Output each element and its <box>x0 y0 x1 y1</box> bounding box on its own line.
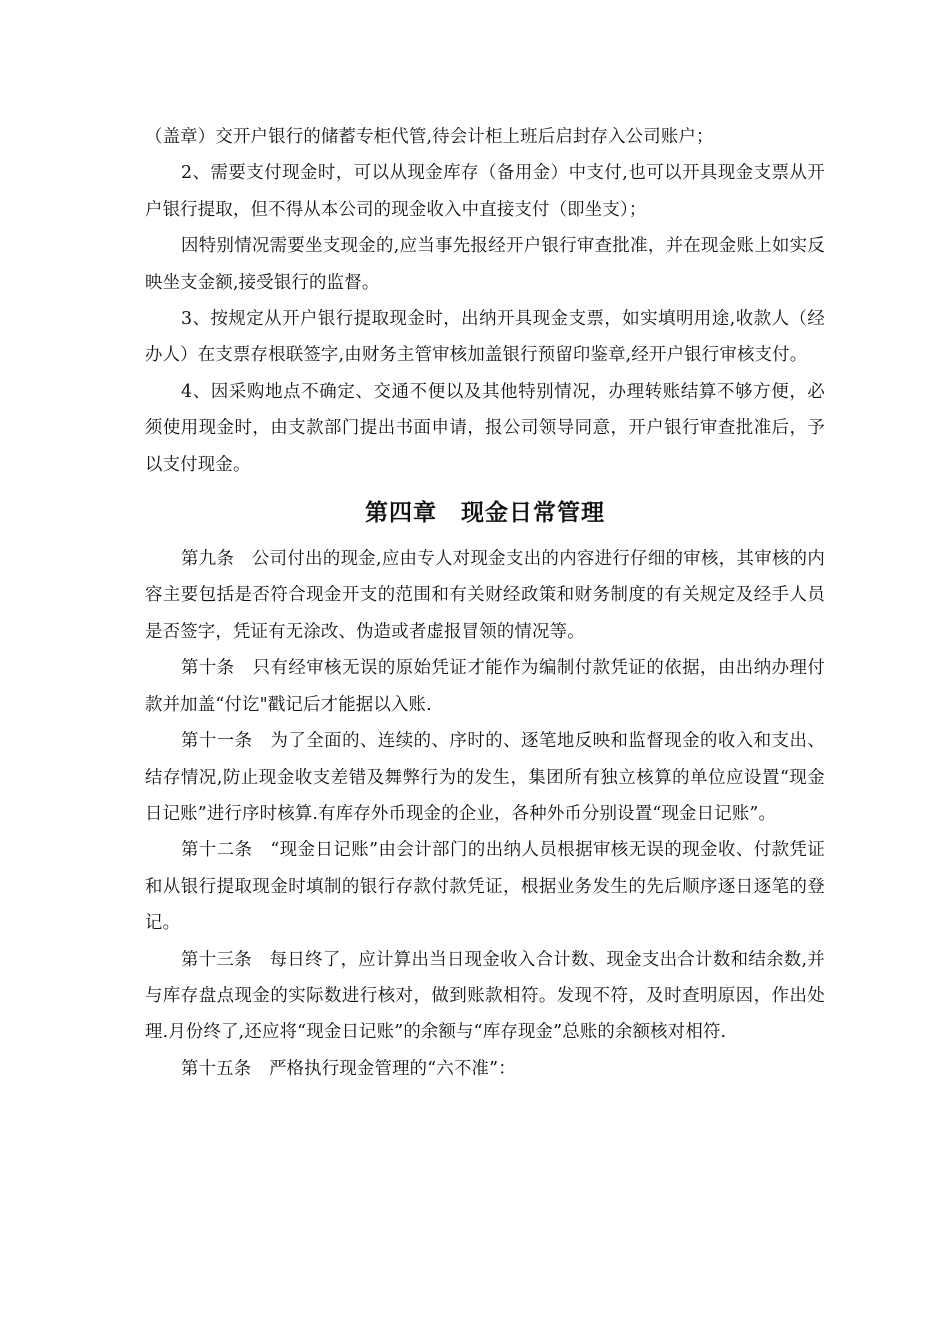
paragraph-item-2: 2、需要支付现金时，可以从现金库存（备用金）中支付,也可以开具现金支票从开户银行提取，但不得从本公司的现金收入中直接支付（即坐支）； <box>145 163 825 220</box>
article-10: 第十条 只有经审核无误的原始凭证才能作为编制付款凭证的依据，由出纳办理付款并加盖“付讫"戳记后才能据以入账. <box>145 658 825 715</box>
paragraph-item-3: 3、按规定从开户银行提取现金时，出纳开具现金支票，如实填明用途,收款人（经办人）在支票存根联签字,由财务主管审核加盖银行预留印鉴章,经开户银行审核支付。 <box>145 309 825 366</box>
article-12: 第十二条 “现金日记账”由会计部门的出纳人员根据审核无误的现金收、付款凭证和从银行提取现金时填制的银行存款付款凭证，根据业务发生的先后顺序逐日逐笔的登记。 <box>145 840 825 934</box>
article-11: 第十一条 为了全面的、连续的、序时的、逐笔地反映和监督现金的收入和支出、结存情况,防止现金收支差错及舞弊行为的发生，集团所有独立核算的单位应设置“现金日记账”进行序时核算.有库存外币现金的企业，各种外币分别设置“现金日记账”。 <box>145 731 825 824</box>
article-13: 第十三条 每日终了，应计算出当日现金收入合计数、现金支出合计数和结余数,并与库存盘点现金的实际数进行核对，做到账款相符。发现不符，及时查明原因，作出处理.月份终了,还应将“现金日记账”的余额与“库存现金”总账的余额核对相符. <box>145 949 825 1043</box>
article-9: 第九条 公司付出的现金,应由专人对现金支出的内容进行仔细的审核，其审核的内容主要包括是否符合现金开支的范围和有关财经政策和财务制度的有关规定及经手人员是否签字，凭证有无涂改、伪造或者虚报冒领的情况等。 <box>145 549 825 642</box>
document-body <box>145 119 825 1087</box>
article-15: 第十五条 严格执行现金管理的“六不准”： <box>181 1058 516 1079</box>
chapter-title: 第四章 现金日常管理 <box>365 500 605 527</box>
paragraph-special-case: 因特别情况需要坐支现金的,应当事先报经开户银行审查批准，并在现金账上如实反映坐支金额,接受银行的监督。 <box>145 236 825 293</box>
paragraph-sealing: （盖章）交开户银行的储蓄专柜代管,待会计柜上班后启封存入公司账户； <box>145 127 714 147</box>
paragraph-item-4: 4、因采购地点不确定、交通不便以及其他特别情况，办理转账结算不够方便，必须使用现金时，由支款部门提出书面申请，报公司领导同意，开户银行审查批准后，予以支付现金。 <box>145 381 825 475</box>
